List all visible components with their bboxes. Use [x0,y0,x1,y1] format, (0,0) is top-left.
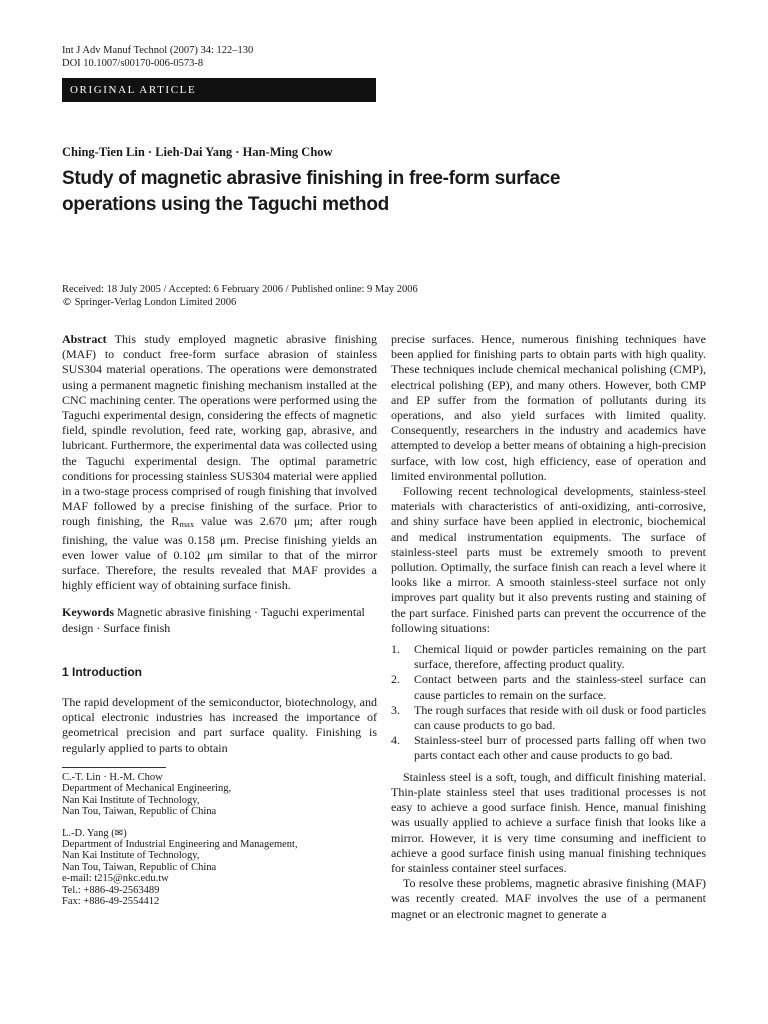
copyright-line [62,296,418,309]
affiliation-1-names: C.-T. Lin · H.-M. Chow [62,771,163,783]
doi: DOI 10.1007/s00170-006-0573-8 [62,58,204,69]
list-item [391,733,706,763]
footnote-divider [62,767,166,768]
keywords-label: Keywords [62,605,114,620]
list-number: 4. [391,733,400,748]
publication-info [62,283,418,309]
right-column [391,332,706,922]
list-item [391,642,706,672]
affiliation-1-location: Nan Tou, Taiwan, Republic of China [62,806,217,818]
envelope-icon: ✉ [114,827,124,839]
abstract-subscript: max [179,519,195,530]
list-text: Contact between parts and the stainless-steel surface can cause particles to remain on the surface. [414,672,706,702]
section-heading-introduction: 1 Introduction [62,664,142,679]
copyright-text: Springer-Verlag London Limited 2006 [74,297,237,308]
telephone: Tel.: +886-49-2563489 [62,884,160,896]
author-list: Ching-Tien Lin · Lieh-Dai Yang · Han-Ming Chow [62,145,333,159]
paper-title: Study of magnetic abrasive finishing in free-form surface operations using the Taguchi method [62,168,561,215]
list-number: 3. [391,702,400,717]
affiliation-2-names [62,828,377,839]
intro-paragraph-1-continued: precise surfaces. Hence, numerous finishing techniques have been applied for finishing parts to obtain parts with high quality. These techniques include chemical mechanical polishing (CMP), electrical polishing (EP), and many others. However, both CMP and EP suffer from the formation of pollutants during its operations, and also yield surfaces with limited quality. Consequently, researchers in the industry and academics have attempted to develop a better means of obtaining a high-precision surface, with low cost, high efficiency, ease of operation and limited environmental pollution. [391,332,706,483]
intro-paragraph-3: Stainless steel is a soft, tough, and difficult finishing material. Thin-plate stainless steel that uses traditional processes is not easy to achieve a good surface finish. Hence, manual finishing was usually applied to achieve a surface finish that looks like a mirror. However, it is very time consuming and inefficient to achieve a good surface finish using manual finishing techniques for stainless container steel surfaces. [391,769,706,875]
affiliation-2-location: Nan Tou, Taiwan, Republic of China [62,861,217,873]
affiliation-1-institute: Nan Kai Institute of Technology, [62,794,200,806]
list-item [391,703,706,733]
list-number: 1. [391,642,400,657]
intro-paragraph-1: The rapid development of the semiconductor, biotechnology, and optical electronic industries has increased the importance of geometrical precision and part surface quality. Finishing is regularly applied to parts to obtain [62,695,377,755]
list-text: Chemical liquid or powder particles remaining on the part surface, therefore, affecting product quality. [414,642,706,672]
section-label: ORIGINAL ARTICLE [70,84,197,96]
left-column [62,332,377,907]
abstract-text-b: value was 2.670 μm; after rough finishing, the value was 0.158 μm. Precise finishing yields an even lower value of 0.102 μm similar to that of the mirror surface. Therefore, the results revealed that MAF provides a highly efficient way of obtaining surface finish. [62,514,378,593]
abstract-text-a: This study employed magnetic abrasive finishing (MAF) to conduct free-form surface abrasion of stainless SUS304 material operations. The operations were demonstrated using a permanent magnetic finishing mechanism installed at the CNC machining center. The operations were performed using the Taguchi experimental design, considering the effects of magnetic field, spindle revolution, feed rate, working gap, abrasive, and lubricant. Furthermore, the experimental data was collected using the Taguchi experimental design. The optimal parametric conditions for processing stainless SUS304 material were applied in a two-stage process comprised of rough finishing that involved MAF followed by a precise finishing of the surface. Prior to rough finishing, the R [62,332,377,529]
abstract-label: Abstract [62,332,107,346]
section-label-bar [62,78,376,102]
affiliation-2-name: L.-D. Yang ( [62,827,115,839]
copyright-icon: © [62,297,72,308]
situation-list [391,642,706,764]
list-number: 2. [391,672,400,687]
affiliation-1 [62,772,377,818]
affiliation-1-department: Department of Mechanical Engineering, [62,783,232,795]
publication-dates: Received: 18 July 2005 / Accepted: 6 February 2006 / Published online: 9 May 2006 [62,284,418,295]
email-address[interactable]: e-mail: t215@nkc.edu.tw [62,873,169,885]
intro-paragraph-4: To resolve these problems, magnetic abrasive finishing (MAF) was recently created. MAF involves the use of a permanent magnet or an electronic magnet to generate a [391,876,706,921]
affiliation-2-close: ) [123,827,127,839]
journal-citation: Int J Adv Manuf Technol (2007) 34: 122–130 [62,45,254,56]
list-text: Stainless-steel burr of processed parts falling off when two parts contact each other and cause products to go bad. [414,733,706,763]
list-item [391,672,706,702]
list-text: The rough surfaces that reside with oil dusk or food particles can cause products to go bad. [414,702,706,733]
keywords-text: Magnetic abrasive finishing · Taguchi experimental design · Surface finish [62,605,365,635]
affiliation-2 [62,828,377,908]
affiliation-2-institute: Nan Kai Institute of Technology, [62,850,200,862]
intro-paragraph-2: Following recent technological developments, stainless-steel materials with characteristics of anti-oxidizing, anti-corrosive, and shiny surface have been applied in electronic, biochemical and medical instrumentation equipments. The surface of stainless-steel parts must be extremely smooth to prevent pollution. Optimally, the surface finish can reach a level where it looks like a mirror. A smooth stainless-steel surface not only improves part quality but it also prevents rusting and staining of the part surface. Finished parts can prevent the occurrence of the following situations: [391,484,706,635]
fax: Fax: +886-49-2554412 [62,895,160,907]
affiliation-2-department: Department of Industrial Engineering and Management, [62,838,298,850]
journal-reference [62,44,253,70]
keywords [62,605,377,635]
abstract [62,332,377,593]
